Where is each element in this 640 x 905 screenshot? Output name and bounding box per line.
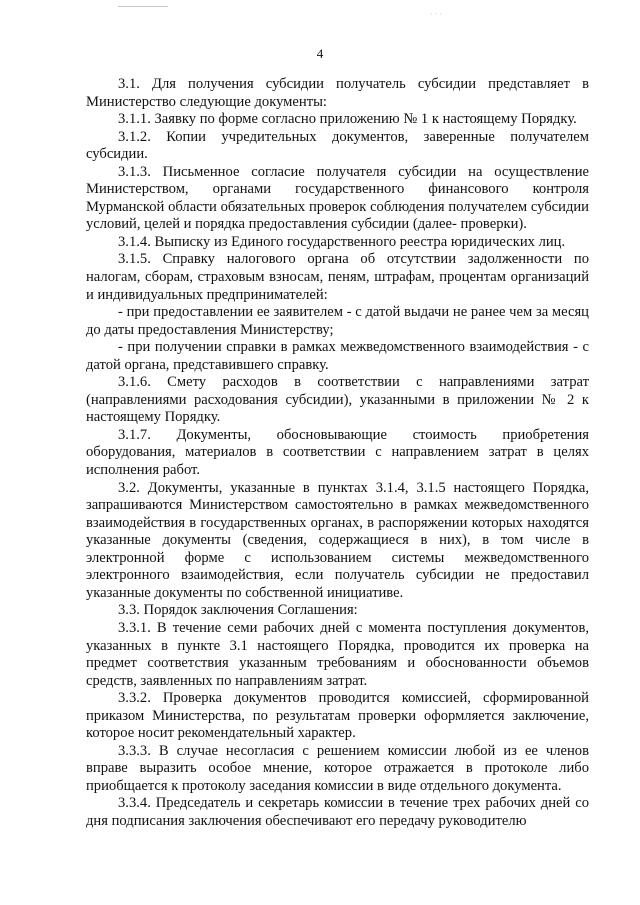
paragraph-3-1-5: 3.1.5. Справку налогового органа об отсутствии задолженности по налогам, сборам, страховым взносам, пеням, штрафам, процентам организаций и индивидуальных предпринимателей: (86, 251, 589, 303)
paragraph-3-1-3: 3.1.3. Письменное согласие получателя субсидии на осуществление Министерством, органами государственного финансового контроля Мурманской области обязательных проверок соблюдения получателем субсидии условий, целей и порядка предоставления субсидии (далее- проверки). (86, 163, 589, 233)
document-body (86, 76, 589, 831)
paragraph-3-2: 3.2. Документы, указанные в пунктах 3.1.4, 3.1.5 настоящего Порядка, запрашиваются Министерством самостоятельно в рамках межведомственного взаимодействия в государственных органах, в распоряжении которых находятся указанные документы (сведения, содержащиеся в них), в том числе в электронной форме с использованием системы межведомственного электронного взаимодействия, если получатель субсидии не предоставил указанные документы по собственной инициативе. (86, 479, 589, 601)
list-item-interagency: - при получении справки в рамках межведомственного взаимодействия - с датой органа, представившего справку. (86, 339, 589, 373)
paragraph-3-3-1: 3.3.1. В течение семи рабочих дней с момента поступления документов, указанных в пункте 3.1 настоящего Порядка, проводится их проверка на предмет соответствия указанным требованиям и обоснованности объемов средств, заявленных по направлениям затрат. (86, 619, 589, 689)
paragraph-3-1-1: 3.1.1. Заявку по форме согласно приложению № 1 к настоящему Порядку. (118, 111, 577, 128)
paragraph-3-3: 3.3. Порядок заключения Соглашения: (118, 602, 358, 619)
paragraph-3-3-2: 3.3.2. Проверка документов проводится комиссией, сформированной приказом Министерства, по результатам проверки оформляется заключение, которое носит рекомендательный характер. (86, 690, 589, 742)
paragraph-3-1-7: 3.1.7. Документы, обосновывающие стоимость приобретения оборудования, материалов в соответствии с направлением затрат в целях исполнения работ. (86, 426, 589, 479)
paragraph-3-1-4: 3.1.4. Выписку из Единого государственного реестра юридических лиц. (118, 233, 566, 250)
paragraph-3-1: 3.1. Для получения субсидии получатель субсидии представляет в Министерство следующие документы: (86, 76, 589, 110)
scan-artifact-line (118, 6, 168, 7)
paragraph-3-1-6: 3.1.6. Смету расходов в соответствии с направлениями затрат (направлениями расходования субсидии), указанными в приложении № 2 к настоящему Порядку. (86, 374, 589, 426)
paragraph-3-3-3: 3.3.3. В случае несогласия с решением комиссии любой из ее членов вправе выразить особое мнение, которое отражается в протоколе либо приобщается к протоколу заседания комиссии в виде отдельного документа. (86, 742, 589, 794)
paragraph-3-3-4: 3.3.4. Председатель и секретарь комиссии в течение трех рабочих дней со дня подписания заключения обеспечивают его передачу руководителю (86, 795, 589, 829)
list-item-own-submission: - при предоставлении ее заявителем - с датой выдачи не ранее чем за месяц до даты предоставления Министерству; (86, 304, 589, 338)
scan-artifact-dots: · · · (430, 10, 442, 19)
paragraph-3-1-2: 3.1.2. Копии учредительных документов, заверенные получателем субсидии. (86, 128, 589, 163)
page-number: 4 (316, 46, 324, 61)
